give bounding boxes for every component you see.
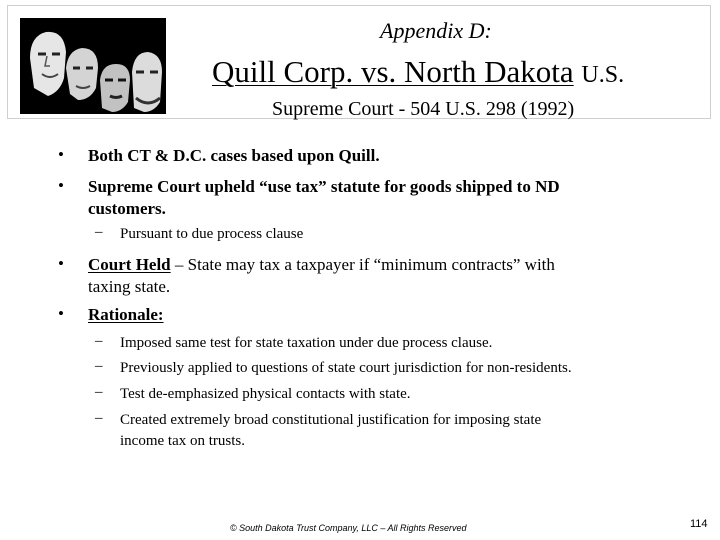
rationale-label: Rationale: [88, 305, 164, 324]
appendix-label: Appendix D: [380, 18, 492, 43]
bullet-marker: • [58, 145, 64, 164]
mount-rushmore-logo-icon [20, 18, 166, 114]
court-held-label: Court Held [88, 255, 171, 274]
slide-title-case: Quill Corp. vs. North Dakota [212, 54, 574, 89]
bullet-marker: • [58, 176, 64, 195]
dash-marker: – [95, 333, 103, 349]
bullet-text [88, 254, 555, 275]
sub-item-text: Test de-emphasized physical contacts with state. [120, 386, 411, 402]
dash-marker: – [95, 224, 103, 240]
dash-marker: – [95, 384, 103, 400]
bullet-marker: • [58, 254, 64, 273]
bullet-text: customers. [88, 199, 166, 218]
slide-title [212, 54, 624, 93]
bullet-text: Supreme Court upheld “use tax” statute for goods shipped to ND [88, 177, 560, 196]
slide-subtitle: Supreme Court - 504 U.S. 298 (1992) [272, 98, 575, 120]
footer-copyright: © South Dakota Trust Company, LLC – All Rights Reserved [230, 523, 467, 533]
header-box [7, 5, 711, 119]
sub-item-text: Created extremely broad constitutional justification for imposing state [120, 412, 542, 428]
page-number: 114 [690, 518, 708, 530]
dash-marker: – [95, 358, 103, 374]
sub-item-text: Imposed same test for state taxation under due process clause. [120, 335, 493, 351]
bullet-marker: • [58, 304, 64, 323]
slide-title-tail: U.S. [581, 62, 625, 88]
sub-item-text: Pursuant to due process clause [120, 226, 304, 242]
dash-marker: – [95, 410, 103, 426]
bullet-text: taxing state. [88, 277, 171, 296]
sub-item-text: Previously applied to questions of state court jurisdiction for non-residents. [120, 360, 572, 376]
court-held-text: – State may tax a taxpayer if “minimum contracts” with [170, 255, 555, 274]
sub-item-text: income tax on trusts. [120, 433, 245, 449]
bullet-text: Both CT & D.C. cases based upon Quill. [88, 146, 380, 165]
